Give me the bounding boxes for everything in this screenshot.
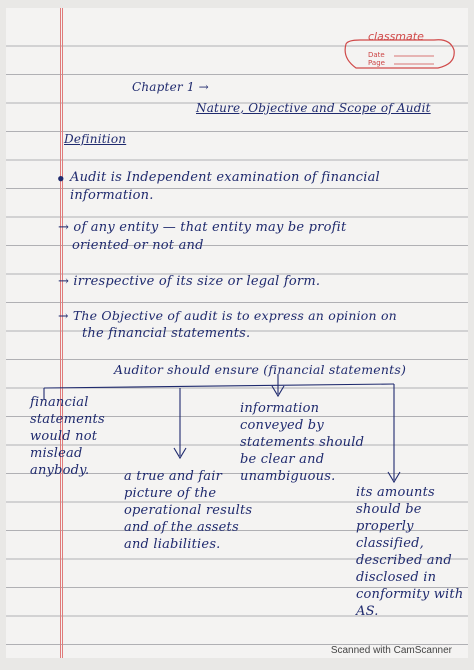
page-label: Page — [368, 59, 385, 67]
chapter-label: Chapter 1 → — [132, 80, 209, 94]
left-line: financial — [30, 395, 89, 410]
bullet-icon: • — [56, 170, 66, 188]
info-line: be clear and — [240, 452, 325, 467]
right-line: described and — [356, 553, 452, 568]
brand-name: classmate — [368, 30, 424, 43]
diagram-right-column — [356, 484, 463, 620]
point-3-line-2: the financial statements. — [82, 326, 251, 341]
diagram-info-column — [240, 400, 364, 485]
date-label: Date — [368, 51, 385, 59]
scanner-watermark: Scanned with CamScanner — [330, 645, 452, 656]
chapter-title: Nature, Objective and Scope of Audit — [196, 101, 431, 115]
info-line: information — [240, 401, 320, 416]
notebook-page — [6, 8, 468, 658]
middle-line: picture of the — [124, 486, 217, 501]
diagram-header: Auditor should ensure (financial statements) — [114, 362, 407, 377]
definition-line-1: Audit is Independent examination of financial — [70, 170, 380, 185]
middle-line: a true and fair — [124, 469, 223, 484]
middle-line: operational results — [124, 503, 253, 518]
info-line: unambiguous. — [240, 469, 336, 484]
left-line: would not — [30, 429, 98, 444]
right-line: conformity with — [356, 587, 464, 602]
diagram-left-column — [30, 394, 105, 479]
left-line: statements — [30, 412, 105, 427]
right-line: its amounts — [356, 485, 435, 500]
point-1-line-2: oriented or not and — [72, 238, 204, 253]
right-line: should be — [356, 502, 422, 517]
definition-label: Definition — [64, 132, 127, 146]
right-line: AS. — [356, 604, 379, 619]
info-line: statements should — [240, 435, 365, 450]
diagram-middle-column — [124, 468, 252, 553]
middle-line: and liabilities. — [124, 537, 221, 552]
left-line: mislead — [30, 446, 83, 461]
left-line: anybody. — [30, 463, 90, 478]
right-line: classified, — [356, 536, 425, 551]
point-1-line-1: → of any entity — that entity may be profit — [58, 220, 347, 235]
point-3-line-1: → The Objective of audit is to express an opinion on — [58, 308, 397, 323]
right-line: properly — [356, 519, 414, 534]
info-line: conveyed by — [240, 418, 324, 433]
middle-line: and of the assets — [124, 520, 239, 535]
definition-line-2: information. — [70, 188, 154, 203]
point-2: → irrespective of its size or legal form. — [58, 274, 321, 289]
right-line: disclosed in — [356, 570, 437, 585]
